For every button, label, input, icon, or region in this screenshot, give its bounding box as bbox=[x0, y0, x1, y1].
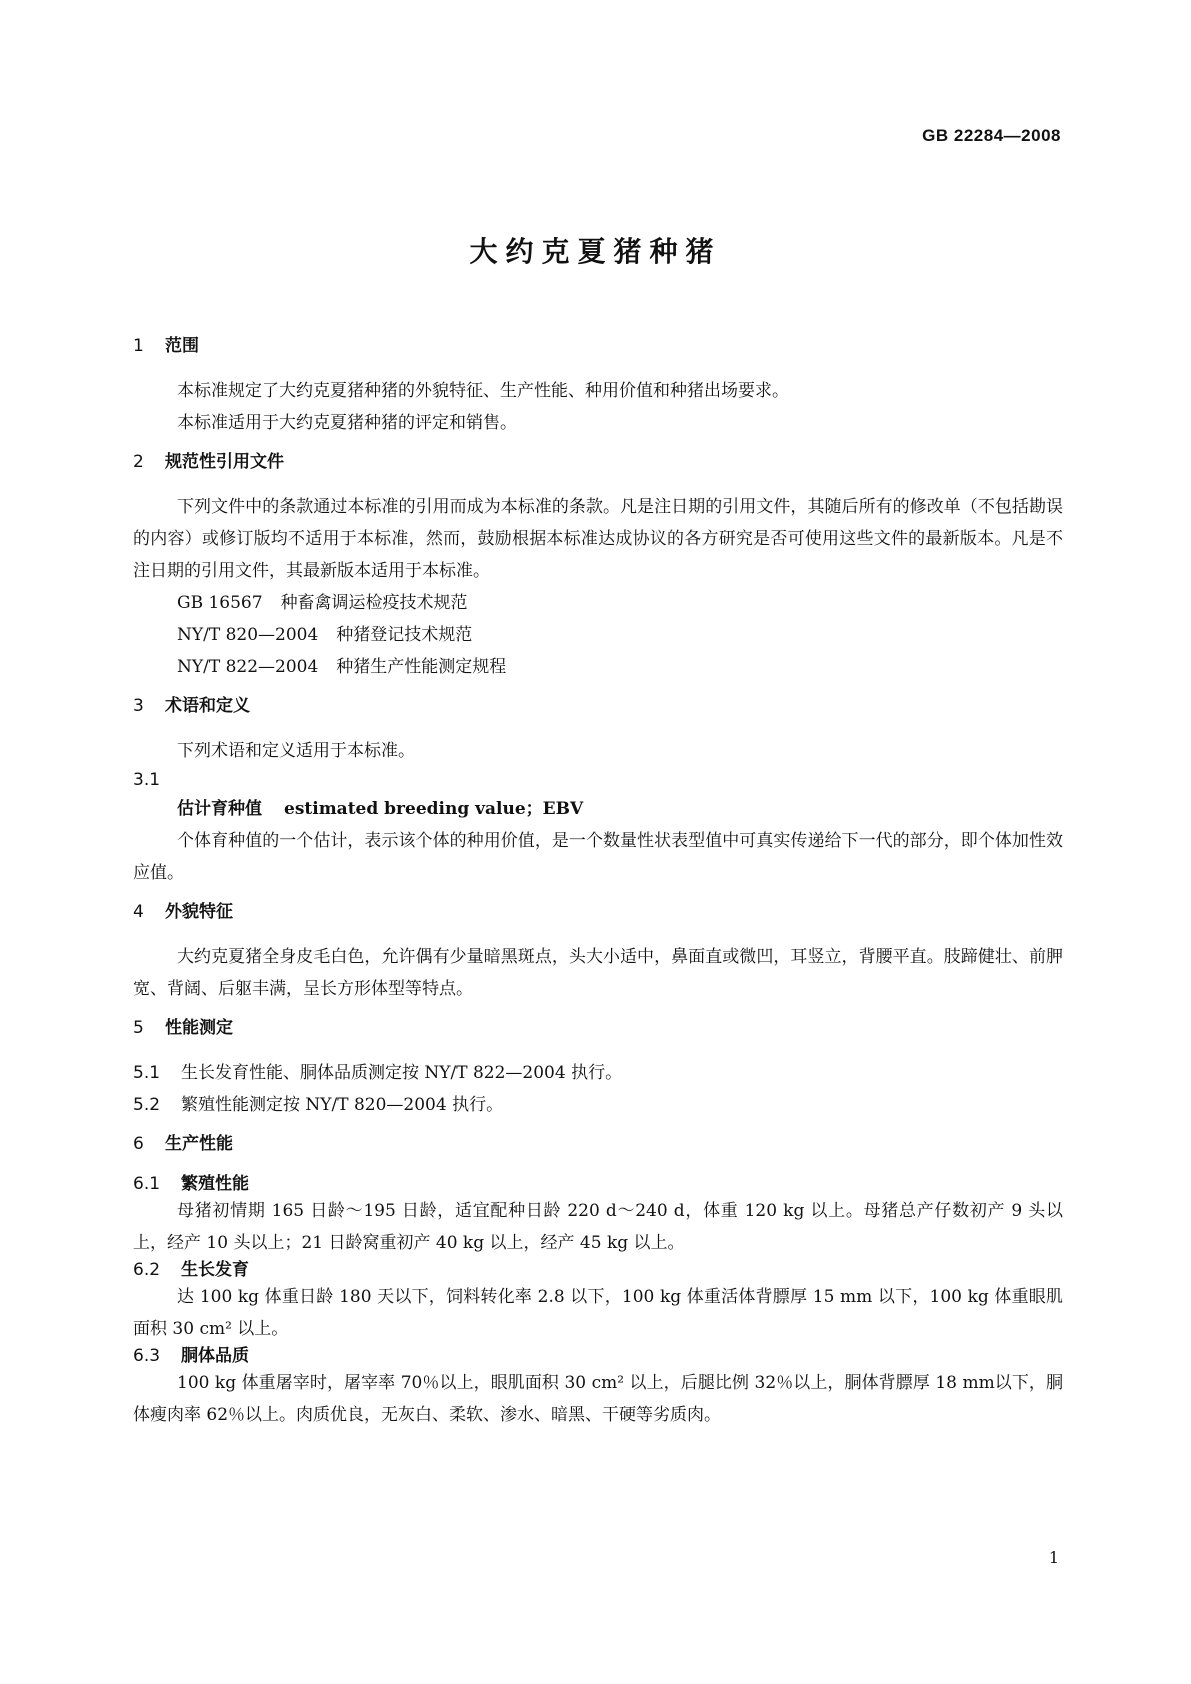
section-heading-6 bbox=[133, 1133, 1063, 1155]
section-title: 规范性引用文件 bbox=[165, 452, 284, 472]
section-heading-5 bbox=[133, 1017, 1063, 1039]
paragraph: 母猪初情期 165 日龄～195 日龄，适宜配种日龄 220 d～240 d，体重 120 kg 以上。母猪总产仔数初产 9 头以上，经产 10 头以上；21 日龄窝重初产 40 kg 以上，经产 45 kg 以上。 bbox=[133, 1201, 1063, 1253]
term-english: estimated breeding value；EBV bbox=[284, 799, 584, 819]
clause-number: 5.1 bbox=[133, 1063, 161, 1083]
term-definition: 个体育种值的一个估计，表示该个体的种用价值，是一个数量性状表型值中可真实传递给下一代的部分，即个体加性效应值。 bbox=[133, 831, 1063, 883]
section-heading-1 bbox=[133, 335, 1063, 357]
section-number: 6 bbox=[133, 1134, 144, 1154]
subsection-title: 胴体品质 bbox=[181, 1346, 249, 1366]
paragraph: 下列文件中的条款通过本标准的引用而成为本标准的条款。凡是注日期的引用文件，其随后所有的修改单（不包括勘误的内容）或修订版均不适用于本标准，然而，鼓励根据本标准达成协议的各方研究是否可使用这些文件的最新版本。凡是不注日期的引用文件，其最新版本适用于本标准。 bbox=[133, 497, 1063, 581]
clause-5-1 bbox=[133, 1057, 1063, 1089]
clause-number: 5.2 bbox=[133, 1095, 161, 1115]
section-title: 性能测定 bbox=[165, 1018, 233, 1038]
paragraph: 本标准规定了大约克夏猪种猪的外貌特征、生产性能、种用价值和种猪出场要求。 bbox=[177, 381, 789, 401]
section-heading-3 bbox=[133, 695, 1063, 717]
reference-code: GB 16567 bbox=[177, 593, 263, 613]
clause-text: 繁殖性能测定按 NY/T 820—2004 执行。 bbox=[181, 1095, 504, 1115]
reference-item bbox=[133, 651, 1063, 683]
reference-code: NY/T 822—2004 bbox=[177, 657, 319, 677]
paragraph: 下列术语和定义适用于本标准。 bbox=[177, 741, 415, 761]
reference-title: 种畜禽调运检疫技术规范 bbox=[280, 593, 468, 613]
subsection-title: 繁殖性能 bbox=[181, 1174, 249, 1194]
section-title: 生产性能 bbox=[165, 1134, 233, 1154]
section-number: 2 bbox=[133, 452, 144, 472]
reference-item bbox=[133, 619, 1063, 651]
section-title: 范围 bbox=[165, 336, 199, 356]
paragraph: 大约克夏猪全身皮毛白色，允许偶有少量暗黑斑点，头大小适中，鼻面直或微凹，耳竖立，背腰平直。肢蹄健壮、前胛宽、背阔、后躯丰满，呈长方形体型等特点。 bbox=[133, 947, 1063, 999]
reference-item bbox=[133, 587, 1063, 619]
paragraph: 达 100 kg 体重日龄 180 天以下，饲料转化率 2.8 以下，100 kg 体重活体背膘厚 15 mm 以下，100 kg 体重眼肌面积 30 cm² 以上。 bbox=[133, 1287, 1063, 1339]
clause-text: 生长发育性能、胴体品质测定按 NY/T 822—2004 执行。 bbox=[181, 1063, 623, 1083]
page-number: 1 bbox=[1048, 1548, 1059, 1567]
subsection-heading-6-2 bbox=[133, 1259, 1063, 1281]
reference-code: NY/T 820—2004 bbox=[177, 625, 319, 645]
standard-code: GB 22284—2008 bbox=[922, 126, 1061, 145]
term-chinese: 估计育种值 bbox=[177, 799, 262, 819]
paragraph: 本标准适用于大约克夏猪种猪的评定和销售。 bbox=[177, 413, 517, 433]
document-title: 大约克夏猪种猪 bbox=[469, 235, 722, 268]
section-number: 3 bbox=[133, 696, 144, 716]
section-number: 4 bbox=[133, 902, 144, 922]
subsection-heading-6-1 bbox=[133, 1173, 1063, 1195]
subsection-number: 6.3 bbox=[133, 1346, 161, 1366]
paragraph: 100 kg 体重屠宰时，屠宰率 70％以上，眼肌面积 30 cm² 以上，后腿比例 32％以上，胴体背膘厚 18 mm以下，胴体瘦肉率 62％以上。肉质优良，无灰白、柔软、渗水、暗黑、干硬等劣质肉。 bbox=[133, 1373, 1063, 1425]
section-number: 5 bbox=[133, 1018, 144, 1038]
subsection-heading-6-3 bbox=[133, 1345, 1063, 1367]
document-body bbox=[133, 335, 1063, 1431]
subsection-number: 6.1 bbox=[133, 1174, 161, 1194]
clause-5-2 bbox=[133, 1089, 1063, 1121]
section-heading-2 bbox=[133, 451, 1063, 473]
section-title: 外貌特征 bbox=[165, 902, 233, 922]
subsection-title: 生长发育 bbox=[181, 1260, 249, 1280]
term-entry bbox=[133, 793, 1063, 825]
subsection-number-3-1: 3.1 bbox=[133, 770, 161, 790]
subsection-number: 6.2 bbox=[133, 1260, 161, 1280]
reference-title: 种猪生产性能测定规程 bbox=[336, 657, 507, 677]
section-heading-4 bbox=[133, 901, 1063, 923]
section-title: 术语和定义 bbox=[165, 696, 250, 716]
reference-title: 种猪登记技术规范 bbox=[336, 625, 473, 645]
section-number: 1 bbox=[133, 336, 144, 356]
